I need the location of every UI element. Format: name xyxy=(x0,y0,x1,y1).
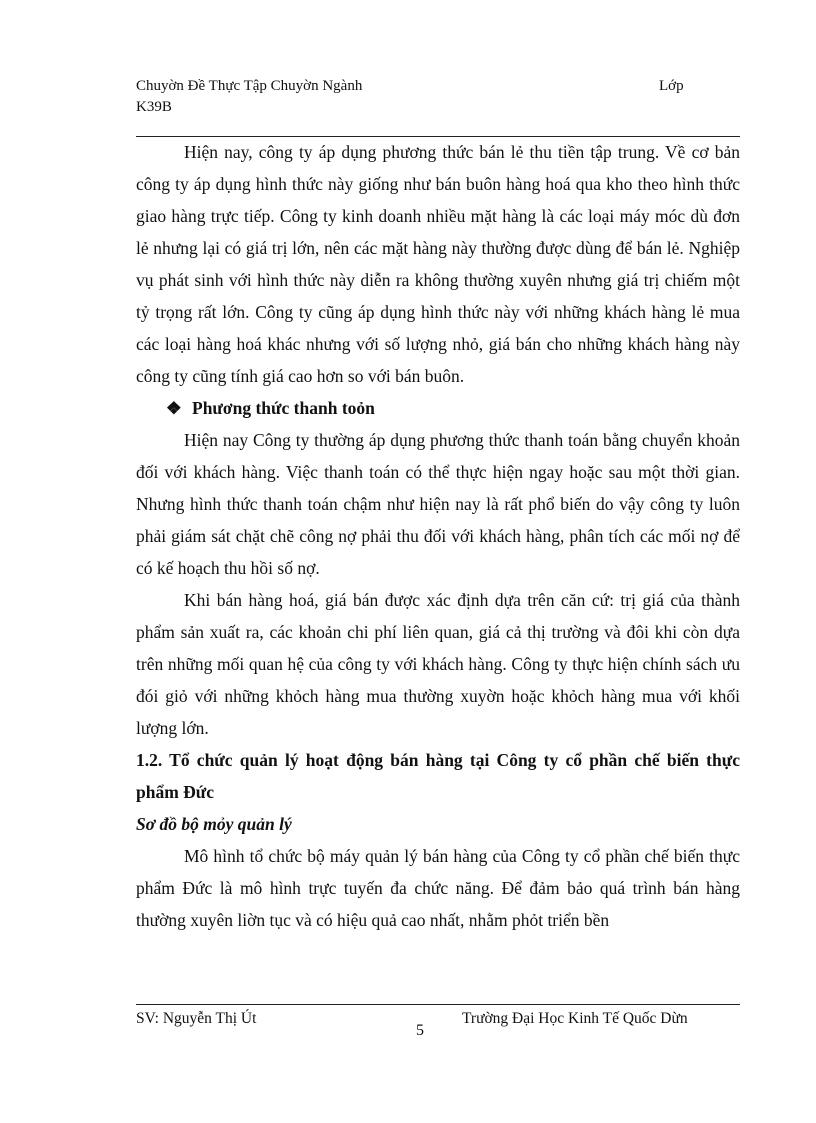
paragraph-pricing: Khi bán hàng hoá, giá bán được xác định dựa trên căn cứ: trị giá của thành phẩm sản xuất ra, các khoản chi phí liên quan, giá cả thị trường và đôi khi còn dựa trên những mối quan hệ của công ty với khách hàng. Công ty thực hiện chính sách ưu đói giỏ với những khỏch hàng mua thường xuyờn hoặc khỏch hàng mua với khối lượng lớn. xyxy=(136,590,740,738)
footer-university: Trường Đại Học Kinh Tế Quốc Dừn xyxy=(462,1010,688,1027)
paragraph-payment: Hiện nay Công ty thường áp dụng phương thức thanh toán bằng chuyển khoản đối với khách hàng. Việc thanh toán có thể thực hiện ngay hoặc sau một thời gian. Nhưng hình thức thanh toán chậm như hiện nay là rất phổ biến do vậy công ty luôn phải giám sát chặt chẽ công nợ phải thu đối với khách hàng, phân tích các mối nợ để có kế hoạch thu hồi số nợ. xyxy=(136,430,740,578)
header-title-block xyxy=(136,76,656,118)
section-heading: 1.2. Tổ chức quản lý hoạt động bán hàng tại Công ty cổ phần chế biến thực phẩm Đức xyxy=(136,750,740,802)
page-body xyxy=(136,136,740,936)
footer-student: SV: Nguyễn Thị Út xyxy=(136,1010,257,1027)
header-class-code: K39B xyxy=(136,99,172,115)
header-class-label: Lớp xyxy=(659,78,684,94)
paragraph-model: Mô hình tổ chức bộ máy quản lý bán hàng của Công ty cổ phần chế biến thực phẩm Đức là mô hình trực tuyến đa chức năng. Để đảm bảo quá trình bán hàng thường xuyên liờn tục và có hiệu quả cao nhất, nhằm phỏt triển bền xyxy=(136,846,740,930)
header-title: Chuyờn Đề Thực Tập Chuyờn Ngành xyxy=(136,78,363,94)
paragraph-retail: Hiện nay, công ty áp dụng phương thức bán lẻ thu tiền tập trung. Về cơ bản công ty áp dụng hình thức này giống như bán buôn hàng hoá qua kho theo hình thức giao hàng trực tiếp. Công ty kinh doanh nhiều mặt hàng là các loại máy móc dù đơn lẻ nhưng lại có giá trị lớn, nên các mặt hàng này thường được dùng để bán lẻ. Nghiệp vụ phát sinh với hình thức này diễn ra không thường xuyên nhưng giá trị chiếm một tỷ trọng rất lớn. Công ty cũng áp dụng hình thức này với những khách hàng lẻ mua các loại hàng hoá khác nhưng với số lượng nhỏ, giá bán cho những khách hàng này công ty cũng tính giá cao hơn so với bán buôn. xyxy=(136,142,740,386)
bullet-heading-text: Phương thức thanh toỏn xyxy=(192,398,375,418)
page-number: 5 xyxy=(416,1022,424,1039)
diamond-bullet-icon: ❖ xyxy=(166,398,182,418)
footer-rule xyxy=(136,1004,740,1005)
bullet-heading xyxy=(136,392,740,424)
subheading: Sơ đồ bộ mỏy quản lý xyxy=(136,814,292,834)
